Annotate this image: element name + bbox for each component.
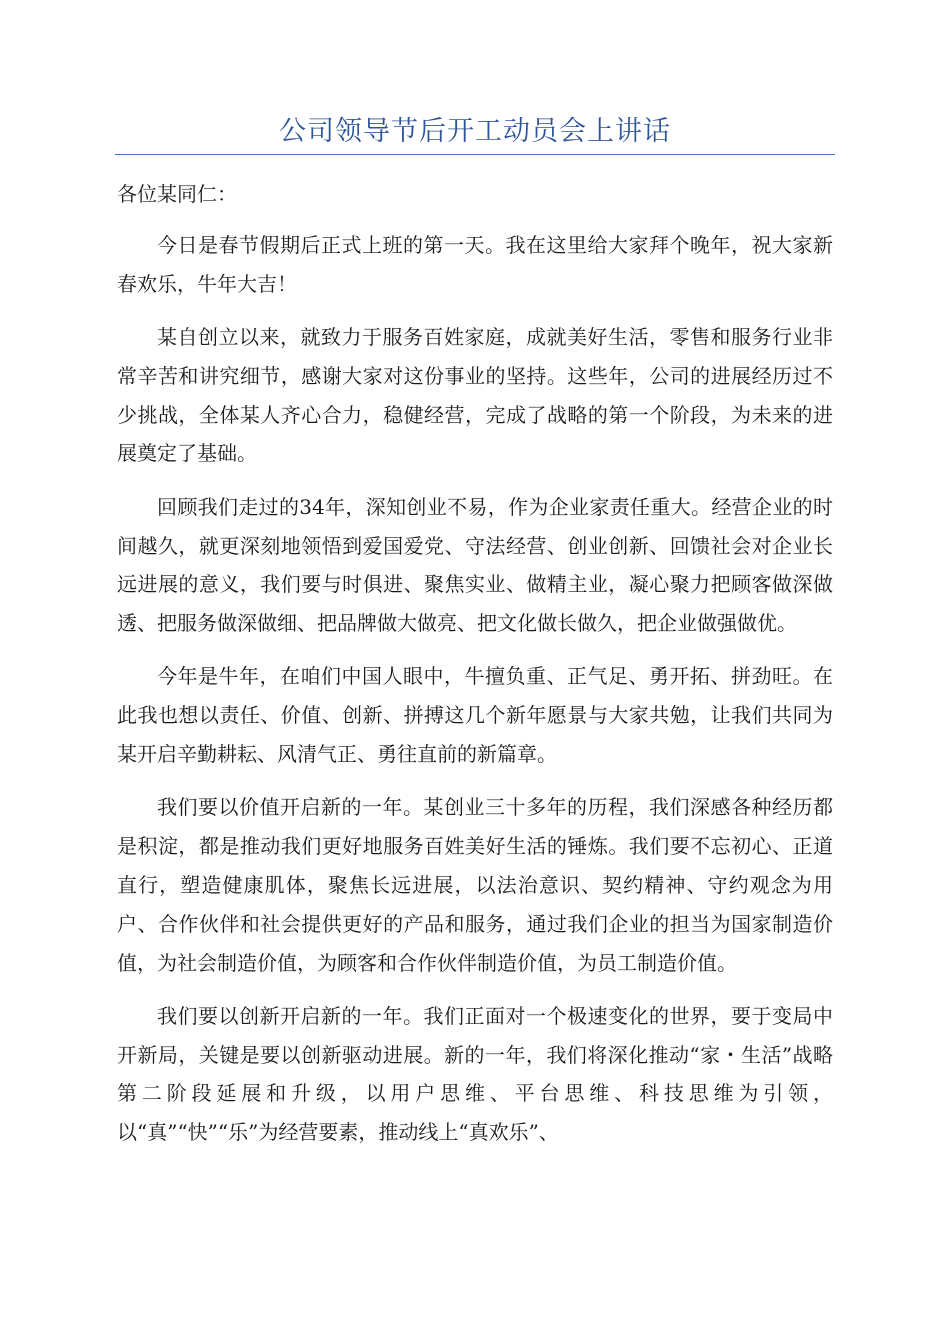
paragraph: 今年是牛年，在咱们中国人眼中，牛擅负重、正气足、勇开拓、拼劲旺。在此我也想以责任、价值、创新、拼搏这几个新年愿景与大家共勉，让我们共同为某开启辛勤耕耘、风清气正、勇往直前的新篇章。 (117, 664, 833, 767)
paragraph: 我们要以创新开启新的一年。我们正面对一个极速变化的世界，要于变局中开新局，关键是要以创新驱动进展。新的一年，我们将深化推动“家・生活”战略第二阶段延展和升级，以用户思维、平台思维、科技思维为引领，以“真”“快”“乐”为经营要素，推动线上“真欢乐”、 (117, 1003, 833, 1145)
salutation: 各位某同仁： (117, 182, 237, 206)
paragraph: 今日是春节假期后正式上班的第一天。我在这里给大家拜个晚年，祝大家新春欢乐，牛年大吉！ (117, 233, 833, 296)
paragraph: 回顾我们走过的34年，深知创业不易，作为企业家责任重大。经营企业的时间越久，就更深刻地领悟到爱国爱党、守法经营、创业创新、回馈社会对企业长远进展的意义，我们要与时俱进、聚焦实业、做精主业，凝心聚力把顾客做深做透、把服务做深做细、把品牌做大做亮、把文化做长做久，把企业做强做优。 (117, 494, 833, 636)
paragraph: 某自创立以来，就致力于服务百姓家庭，成就美好生活，零售和服务行业非常辛苦和讲究细节，感谢大家对这份事业的坚持。这些年，公司的进展经历过不少挑战，全体某人齐心合力，稳健经营，完成了战略的第一个阶段，为未来的进展奠定了基础。 (117, 325, 833, 466)
paragraph: 我们要以价值开启新的一年。某创业三十多年的历程，我们深感各种经历都是积淀，都是推动我们更好地服务百姓美好生活的锤炼。我们要不忘初心、正道直行，塑造健康肌体，聚焦长远进展，以法治意识、契约精神、守约观念为用户、合作伙伴和社会提供更好的产品和服务，通过我们企业的担当为国家制造价值，为社会制造价值，为顾客和合作伙伴制造价值，为员工制造价值。 (117, 795, 833, 975)
document-body (117, 174, 833, 1167)
document-title: 公司领导节后开工动员会上讲话 (279, 116, 671, 147)
title-underline (115, 154, 835, 155)
